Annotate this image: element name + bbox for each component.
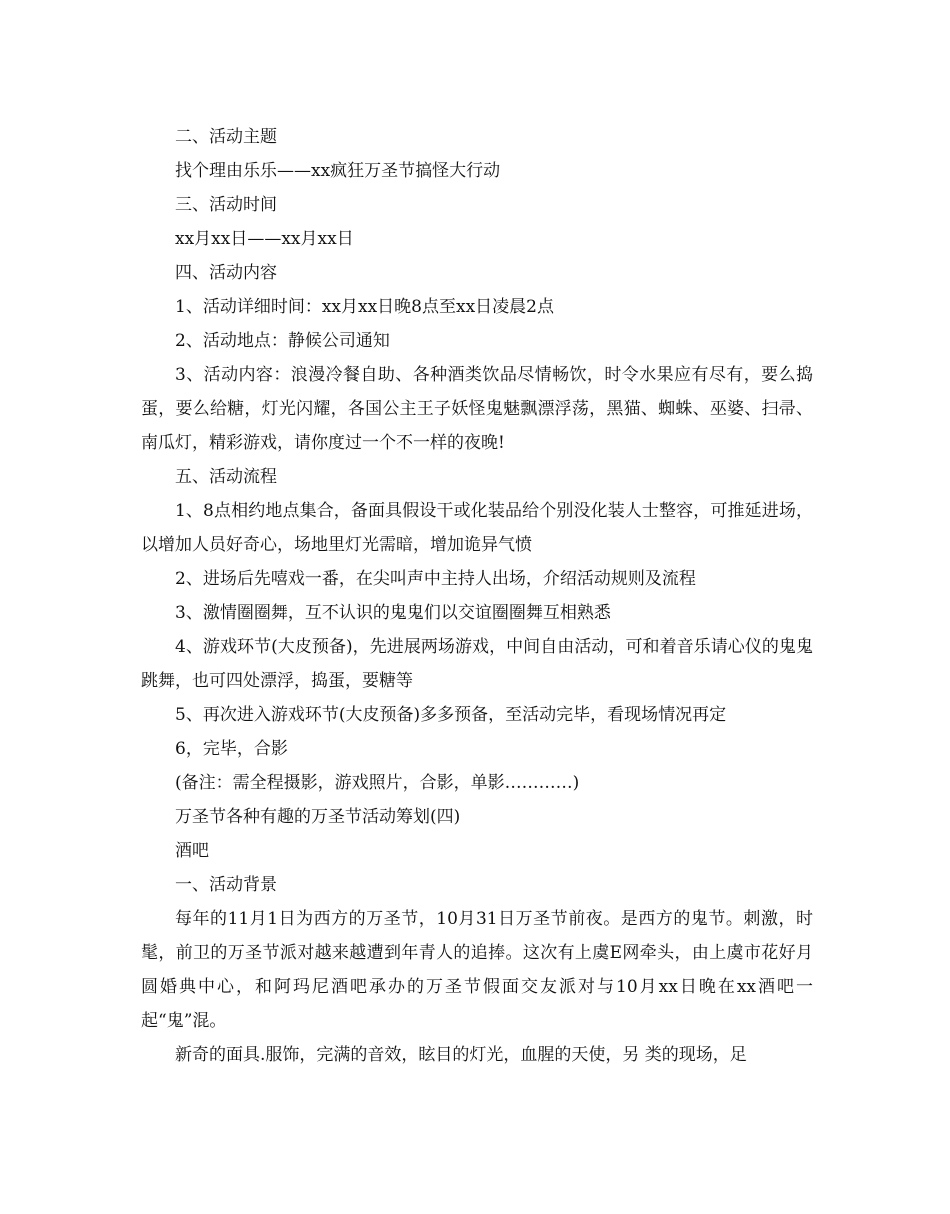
- paragraph: 4、游戏环节(大皮预备)，先进展两场游戏，中间自由活动，可和着音乐请心仪的鬼鬼跳舞，也可四处漂浮，捣蛋，要糖等: [141, 637, 813, 691]
- paragraph: xx月xx日——xx月xx日: [175, 229, 354, 249]
- paragraph: 每年的11月1日为西方的万圣节，10月31日万圣节前夜。是西方的鬼节。刺激，时髦，前卫的万圣节派对越来越遭到年青人的追捧。这次有上虞E网牵头，由上虞市花好月圆婚典中心，和阿玛尼酒吧承办的万圣节假面交友派对与10月xx日晚在xx酒吧一起“鬼”混。: [141, 909, 813, 1031]
- heading-activity-content: 四、活动内容: [175, 263, 277, 283]
- paragraph: 3、活动内容：浪漫冷餐自助、各种酒类饮品尽情畅饮，时令水果应有尽有，要么捣蛋，要么给糖，灯光闪耀，各国公主王子妖怪鬼魅飘漂浮荡，黑猫、蜘蛛、巫婆、扫帚、南瓜灯，精彩游戏，请你度过一个不一样的夜晚!: [141, 365, 813, 453]
- paragraph: 1、活动详细时间：xx月xx日晚8点至xx日凌晨2点: [175, 297, 554, 317]
- paragraph: 1、8点相约地点集合，备面具假设干或化装品给个别没化装人士整容，可推延进场，以增加人员好奇心，场地里灯光需暗，增加诡异气愤: [141, 501, 813, 555]
- section-subtitle: 酒吧: [175, 841, 209, 861]
- heading-activity-time: 三、活动时间: [175, 195, 277, 215]
- document-body: [141, 120, 813, 1072]
- paragraph: 3、激情圈圈舞，互不认识的鬼鬼们以交谊圈圈舞互相熟悉: [175, 603, 611, 623]
- heading-activity-process: 五、活动流程: [175, 467, 277, 487]
- section-title: 万圣节各种有趣的万圣节活动筹划(四): [175, 807, 461, 827]
- paragraph: 5、再次进入游戏环节(大皮预备)多多预备，至活动完毕，看现场情况再定: [175, 705, 727, 725]
- paragraph: 找个理由乐乐——xx疯狂万圣节搞怪大行动: [175, 161, 501, 181]
- paragraph: 6，完毕，合影: [175, 739, 288, 759]
- paragraph: 2、活动地点：静候公司通知: [175, 331, 390, 351]
- paragraph: 2、进场后先嘻戏一番，在尖叫声中主持人出场，介绍活动规则及流程: [175, 569, 696, 589]
- heading-activity-background: 一、活动背景: [175, 875, 277, 895]
- paragraph: 新奇的面具.服饰，完满的音效，眩目的灯光，血腥的天使，另 类的现场，足: [175, 1045, 747, 1065]
- heading-activity-theme: 二、活动主题: [175, 127, 277, 147]
- note-paragraph: (备注：需全程摄影，游戏照片，合影，单影…………): [175, 773, 580, 793]
